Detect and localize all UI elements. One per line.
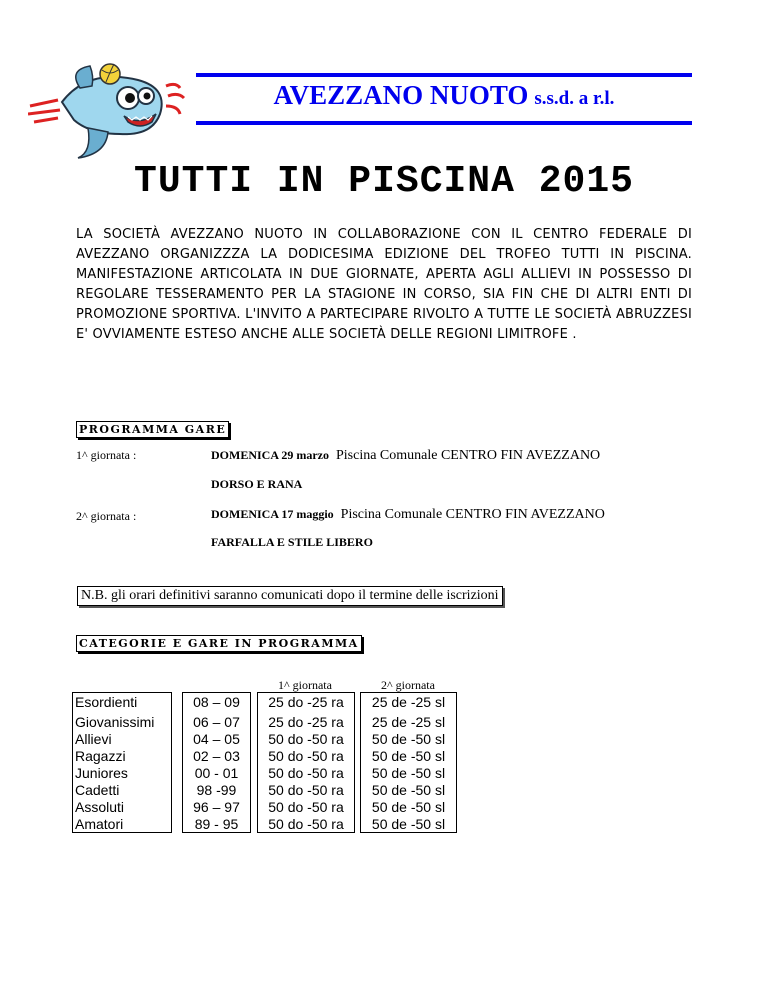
table-row [258,731,354,748]
category-name: Allievi [75,731,112,747]
table-row [183,799,250,816]
intro-paragraph: LA SOCIETÀ AVEZZANO NUOTO IN COLLABORAZIONE CON IL CENTRO FEDERALE DI AVEZZANO ORGANIZZZA LA DODICESIMA EDIZIONE DEL TROFEO TUTTI IN PISCINA. MANIFESTAZIONE ARTICOLATA IN DUE GIORNATE, APERTA AGLI ALLIEVI IN POSSESSO DI REGOLARE TESSERAMENTO PER LA STAGIONE IN CORSO, SIA FIN CHE DI ALTRI ENTI DI PROMOZIONE SPORTIVA. L'INVITO A PARTECIPARE RIVOLTO A TUTTE LE SOCIETÀ ABRUZZESI E' OVVIAMENTE ESTESO ANCHE ALLE SOCIETÀ DELLE REGIONI LIMITROFE . [76,227,692,342]
fish-with-water-polo-ball-icon [28,62,188,160]
header-bottom-rule [196,121,692,125]
page-title: TUTTI IN PISCINA 2015 [134,160,634,203]
club-suffix: s.s.d. a r.l. [534,88,615,109]
day1-venue: Piscina Comunale CENTRO FIN AVEZZANO [335,448,601,463]
day1-table [258,694,354,833]
table-row [361,714,456,731]
category-day1-events: 50 do -50 ra [268,782,344,798]
club-name-text: AVEZZANO NUOTO [273,80,529,110]
col-header-day2: 2^ giornata [381,678,435,692]
club-logo [28,62,188,160]
category-day2-events: 50 de -50 sl [371,816,446,832]
category-years: 08 – 09 [193,694,240,710]
day1-label: 1^ giornata : [76,448,137,462]
table-row [73,714,156,731]
category-names-box [72,692,172,833]
program-heading: PROGRAMMA GARE [76,421,229,438]
category-name: Amatori [75,816,124,832]
header-top-rule [196,73,692,77]
categories-heading: CATEGORIE E GARE IN PROGRAMMA [76,635,362,652]
table-row [258,694,354,714]
table-row [183,731,250,748]
category-name: Giovanissimi [75,714,155,730]
table-row [73,731,156,748]
table-row [258,765,354,782]
category-name: Esordienti [75,694,138,710]
table-row [258,799,354,816]
years-table [183,694,250,833]
day2-box [360,692,457,833]
day2-venue: Piscina Comunale CENTRO FIN AVEZZANO [340,507,605,522]
category-years: 98 -99 [196,782,237,798]
table-row [361,816,456,833]
category-years: 00 - 01 [194,765,239,781]
table-row [183,748,250,765]
table-row [183,765,250,782]
table-row [361,799,456,816]
years-box [182,692,251,833]
category-names-table [73,694,156,833]
schedule-note: N.B. gli orari definitivi saranno comunicati dopo il termine delle iscrizioni [77,586,503,606]
category-name: Cadetti [75,782,120,798]
club-name [196,80,692,111]
table-row [73,799,156,816]
table-row [73,782,156,799]
table-row [361,782,456,799]
category-name: Ragazzi [75,748,126,764]
table-row [361,748,456,765]
category-day2-events: 50 de -50 sl [371,782,446,798]
day2-date: DOMENICA 17 maggio [211,507,334,521]
category-day1-events: 50 do -50 ra [268,765,344,781]
table-row [258,782,354,799]
day2-info [211,505,605,523]
category-years: 96 – 97 [193,799,240,815]
day1-box [257,692,355,833]
category-day2-events: 50 de -50 sl [371,765,446,781]
table-row [361,765,456,782]
table-row [73,765,156,782]
table-row [73,816,156,833]
table-row [258,748,354,765]
category-years: 06 – 07 [193,714,240,730]
category-day1-events: 25 do -25 ra [268,694,344,710]
day1-date: DOMENICA 29 marzo [211,448,329,462]
category-years: 89 - 95 [194,816,239,832]
day2-events: FARFALLA E STILE LIBERO [211,535,373,549]
table-row [258,816,354,833]
category-day1-events: 50 do -50 ra [268,799,344,815]
table-row [258,714,354,731]
table-row [361,731,456,748]
category-day2-events: 25 de -25 sl [371,694,446,710]
category-name: Juniores [75,765,128,781]
day2-label: 2^ giornata : [76,509,137,523]
category-day1-events: 50 do -50 ra [268,748,344,764]
table-row [73,748,156,765]
day2-table [361,694,456,833]
table-row [361,694,456,714]
table-row [73,694,156,714]
table-row [183,816,250,833]
category-day2-events: 50 de -50 sl [371,799,446,815]
category-name: Assoluti [75,799,125,815]
category-years: 04 – 05 [193,731,240,747]
category-day1-events: 50 do -50 ra [268,731,344,747]
category-day1-events: 25 do -25 ra [268,714,344,730]
day1-events: DORSO E RANA [211,477,303,491]
col-header-day1: 1^ giornata [278,678,332,692]
table-row [183,714,250,731]
category-day2-events: 50 de -50 sl [371,748,446,764]
category-years: 02 – 03 [193,748,240,764]
category-day1-events: 50 do -50 ra [268,816,344,832]
category-day2-events: 50 de -50 sl [371,731,446,747]
category-day2-events: 25 de -25 sl [371,714,446,730]
table-row [183,782,250,799]
table-row [183,694,250,714]
day1-info [211,446,600,464]
